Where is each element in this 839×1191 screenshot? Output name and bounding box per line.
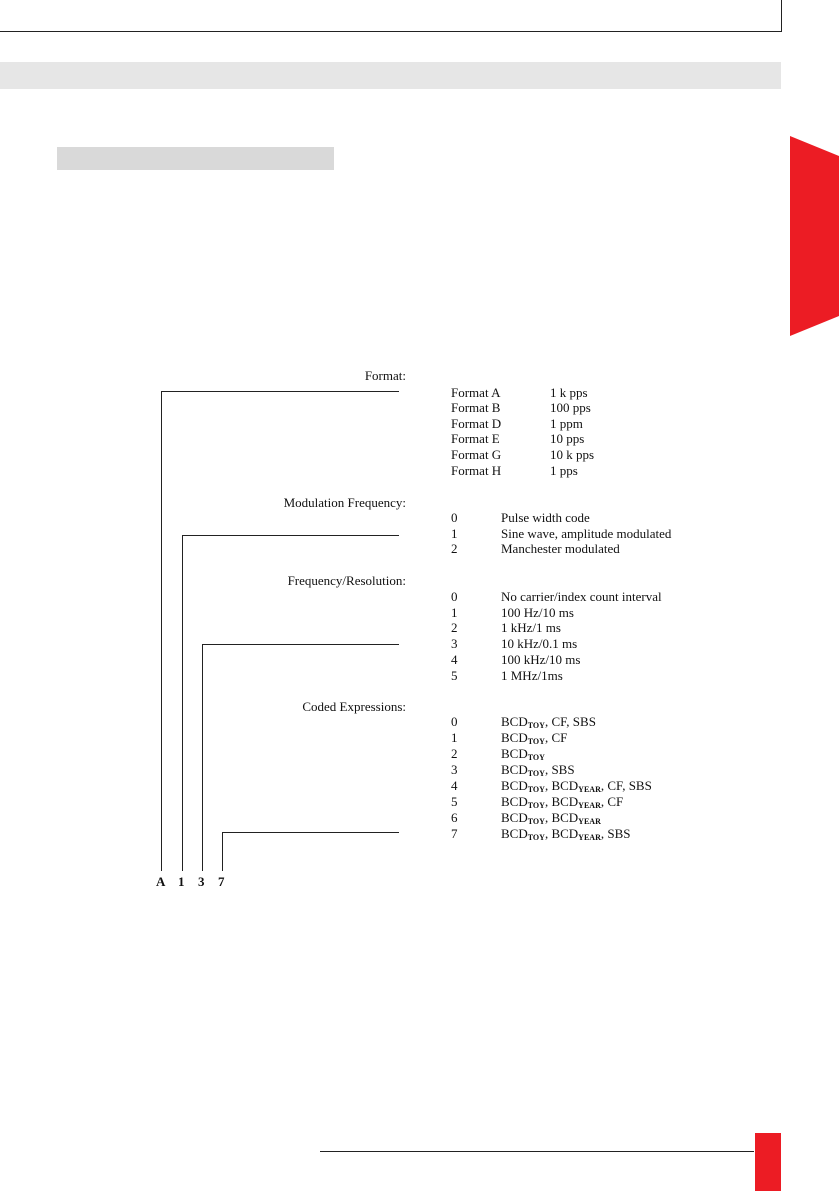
list-key: 4 (451, 652, 458, 667)
list-key: 1 (451, 730, 458, 745)
list-value: 100 kHz/10 ms (501, 652, 581, 667)
coded-leader-h (222, 832, 399, 833)
list-key: 2 (451, 541, 458, 556)
list-value: Manchester modulated (501, 541, 620, 556)
list-value: 10 k pps (550, 447, 595, 462)
list-key: Format H (451, 463, 502, 478)
list-key: Format A (451, 385, 501, 400)
list-value: 1 pps (550, 463, 578, 478)
list-key: 5 (451, 668, 458, 683)
list-key: Format B (451, 400, 501, 415)
list-key: 4 (451, 778, 458, 793)
list-value: $BCD_{TOY}$, $BCD_{YEAR}$ (501, 810, 601, 826)
list-value: $BCD_{TOY}$, CF, SBS (501, 714, 596, 730)
page-number-tab (755, 1133, 781, 1191)
list-key: Format G (451, 447, 502, 462)
list-key: 6 (451, 810, 458, 825)
frequency-leader-h (202, 644, 399, 645)
list-key: 3 (451, 762, 458, 777)
list-value: $BCD_{TOY}$, $BCD_{YEAR}$, CF, SBS (501, 778, 652, 794)
coded-heading: Coded Expressions: (302, 699, 406, 714)
list-value: $BCD_{TOY}$, $BCD_{YEAR}$, SBS (501, 826, 631, 842)
modulation-heading: Modulation Frequency: (283, 495, 406, 510)
frequency-leader-v (202, 644, 203, 871)
list-key: 2 (451, 620, 458, 635)
list-key: 1 (451, 605, 458, 620)
list-value: $BCD_{TOY}$ (501, 746, 545, 762)
list-value: $BCD_{TOY}$, $BCD_{YEAR}$, CF (501, 794, 624, 810)
list-value: 1 k pps (550, 385, 588, 400)
list-value: 100 pps (550, 400, 591, 415)
list-key: 0 (451, 589, 458, 604)
format-heading: Format: (364, 368, 406, 383)
list-key: 0 (451, 714, 458, 729)
coded-leader-v (222, 832, 223, 871)
code-char-modulation: 1 (178, 874, 185, 889)
list-value: $BCD_{TOY}$, CF (501, 730, 568, 746)
list-value: 1 kHz/1 ms (501, 620, 561, 635)
code-char-coded: 7 (218, 874, 225, 889)
list-key: Format E (451, 431, 500, 446)
list-value: Sine wave, amplitude modulated (501, 526, 672, 541)
list-key: 5 (451, 794, 458, 809)
format-leader-h (161, 391, 399, 392)
list-value: No carrier/index count interval (501, 589, 662, 604)
list-value: 1 MHz/1ms (501, 668, 563, 683)
code-char-frequency: 3 (198, 874, 205, 889)
modulation-leader-h (182, 535, 399, 536)
list-value: 10 pps (550, 431, 585, 446)
list-key: 0 (451, 510, 458, 525)
list-value: 10 kHz/0.1 ms (501, 636, 578, 651)
format-leader-v (161, 391, 162, 871)
list-key: Format D (451, 416, 502, 431)
list-value: 100 Hz/10 ms (501, 605, 574, 620)
list-key: 3 (451, 636, 458, 651)
frequency-heading: Frequency/Resolution: (287, 573, 406, 588)
footer-rule (320, 1151, 754, 1152)
code-char-format: A (156, 874, 166, 889)
list-value: Pulse width code (501, 510, 590, 525)
list-value: 1 ppm (550, 416, 583, 431)
list-value: $BCD_{TOY}$, SBS (501, 762, 575, 778)
list-key: 2 (451, 746, 458, 761)
list-key: 1 (451, 526, 458, 541)
list-key: 7 (451, 826, 458, 841)
